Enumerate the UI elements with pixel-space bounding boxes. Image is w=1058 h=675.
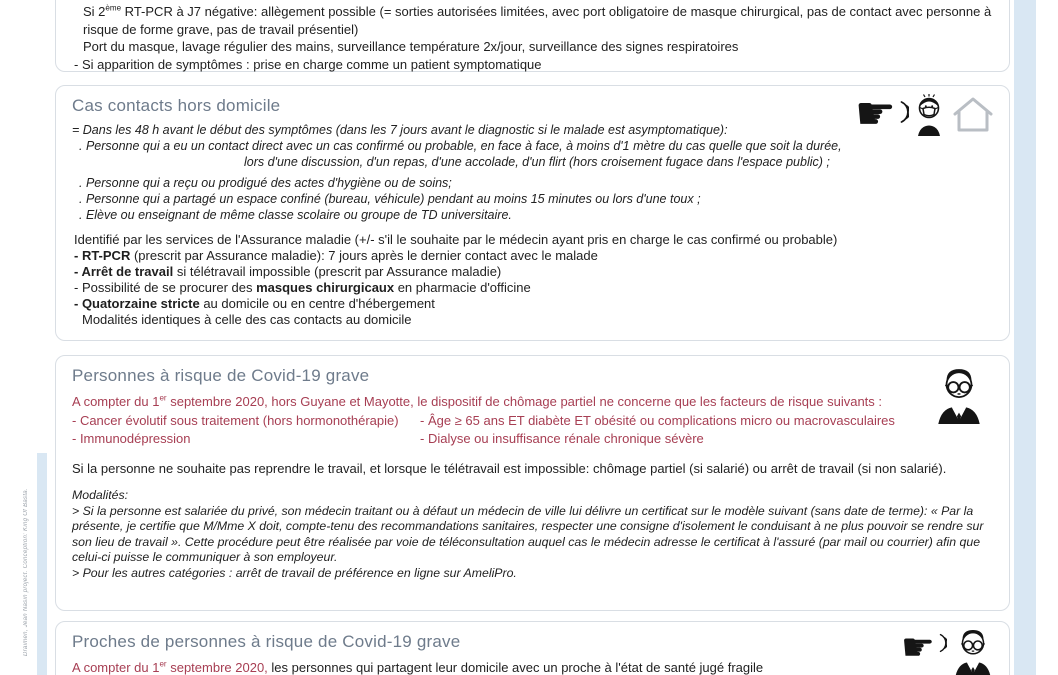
risk-factor-columns — [72, 412, 993, 447]
card-personnes-a-risque — [55, 355, 1010, 611]
card-cas-contacts-hors-domicile — [55, 85, 1010, 341]
superscript: er — [159, 659, 167, 669]
motion-arcs-icon — [900, 100, 909, 124]
red-intro-line — [72, 393, 993, 410]
text-line: - Dialyse ou insuffisance rénale chronique sévère — [420, 430, 704, 446]
text-segment: - Arrêt de travail — [74, 263, 174, 279]
text-line — [72, 296, 993, 312]
text-line: . Elève ou enseignant de même classe scolaire ou groupe de TD universitaire. — [79, 207, 512, 222]
page-edge-left — [37, 453, 47, 675]
house-icon — [949, 94, 997, 134]
elderly-person-icon — [951, 627, 995, 675]
text-line: - Cancer évolutif sous traitement (hors hormonothérapie) — [72, 413, 399, 428]
card-allegement — [55, 0, 1010, 72]
text-segment: septembre 2020, hors Guyane et Mayotte, le dispositif de chômage partiel ne concerne que les facteurs de risque suivants : — [166, 394, 883, 409]
text-line: - Immunodépression — [72, 430, 191, 446]
contacts-icons — [854, 86, 997, 140]
card-proches-personnes-a-risque — [55, 621, 1010, 675]
section-title: Personnes à risque de Covid-19 grave — [72, 366, 370, 385]
text-segment: Si 2 — [83, 4, 106, 19]
text-line: Modalités: — [72, 488, 129, 502]
proches-icons — [901, 627, 995, 675]
motion-arcs-icon — [939, 633, 947, 653]
credit-vertical-text: Draimen, Jean Nasin project. Conception: King Of Basta. — [23, 488, 29, 656]
text-segment: si télétravail impossible (prescrit par Assurance maladie) — [173, 263, 502, 279]
superscript: ème — [105, 3, 122, 13]
text-line — [72, 659, 993, 675]
card-allegement-body — [72, 3, 993, 73]
elderly-person-icon — [933, 366, 985, 424]
page-edge-right — [1014, 0, 1036, 675]
text-segment: les personnes qui partagent leur domicile avec un proche à l'état de santé jugé fragile — [267, 660, 764, 675]
section-title: Proches de personnes à risque de Covid-19 grave — [72, 632, 461, 651]
text-line: . Personne qui a reçu ou prodigué des actes d'hygiène ou de soins; — [79, 176, 452, 191]
text-segment: - Quatorzaine stricte — [74, 295, 200, 311]
contact-measures-block — [72, 232, 993, 328]
pointing-hand-icon: ☛ — [854, 86, 896, 140]
text-segment: - Possibilité de se procurer des — [74, 279, 257, 295]
text-line: Modalités identiques à celle des cas contacts au domicile — [82, 311, 412, 327]
text-line: . Personne qui a partagé un espace confiné (bureau, véhicule) pendant au moins 15 minutes ou lors d'une toux ; — [79, 192, 701, 207]
text-line: > Si la personne est salariée du privé, son médecin traitant ou à défaut un médecin de ville lui délivre un certificat sur le modèle suivant (sans date de terme): « Par la présente, je certifie que M/Mme X doit, compte-tenu des recommandations sanitaires, respecter une consigne d'isolement le conduisant à ne plus pouvoir se rendre sur son lieu de travail ». Cette procédure peut être réalisée par voie de téléconsultation auquel cas le médecin adresse le certificat à l'assuré (par mail ou courrier) afin que celui-ci puisse le communiquer à son employeur. — [72, 503, 984, 565]
text-line: lors d'une discussion, d'un repas, d'une accolade, d'un flirt (hors croisement fugace dans l'espace public) ; — [244, 154, 830, 169]
text-segment: RT-PCR à J7 négative: allègement possible (= sorties autorisées limitées, avec port obligatoire de masque chirurgical, pas de contact avec personne à risque de forme grave, pas de travail présentiel) — [83, 4, 992, 37]
text-line: Identifié par les services de l'Assurance maladie (+/- s'il le souhaite par le médecin ayant pris en charge le cas confirmé ou probable) — [74, 231, 838, 247]
text-line: . Personne qui a eu un contact direct avec un cas confirmé ou probable, en face à face, à moins d'1 mètre du cas quelle que soit la durée, — [79, 138, 842, 153]
text-segment: A compter du 1 — [72, 660, 160, 675]
text-segment: A compter du 1 — [72, 394, 160, 409]
text-segment: masques chirurgicaux — [256, 279, 395, 295]
text-segment: - RT-PCR — [74, 247, 131, 263]
text-segment: au domicile ou en centre d'hébergement — [199, 295, 435, 311]
risk-factors-left — [72, 412, 420, 447]
risque-icons — [933, 366, 985, 424]
text-line — [72, 280, 993, 296]
text-line — [72, 264, 993, 280]
text-line: Port du masque, lavage régulier des mains, surveillance température 2x/jour, surveillance des signes respiratoires — [83, 39, 739, 54]
text-line — [83, 3, 993, 38]
text-line — [72, 248, 993, 264]
masked-person-icon — [913, 94, 945, 136]
text-segment: septembre 2020, — [166, 660, 268, 675]
text-line: Si la personne ne souhaite pas reprendre le travail, et lorsque le télétravail est impossible: chômage partiel (si salarié) ou arrêt de travail (si non salarié). — [72, 461, 947, 476]
text-segment: (prescrit par Assurance maladie): 7 jours après le dernier contact avec le malade — [130, 247, 598, 263]
modalites-block — [72, 488, 993, 582]
section-title: Cas contacts hors domicile — [72, 96, 281, 115]
pointing-hand-icon: ☛ — [900, 625, 935, 669]
superscript: er — [159, 393, 167, 403]
text-segment: en pharmacie d'officine — [394, 279, 531, 295]
risk-factors-right — [420, 412, 993, 447]
text-line: - Âge ≥ 65 ans ET diabète ET obésité ou complications micro ou macrovasculaires — [420, 413, 895, 428]
text-line: > Pour les autres catégories : arrêt de travail de préférence en ligne sur AmeliPro. — [72, 565, 517, 580]
text-line: - Si apparition de symptômes : prise en charge comme un patient symptomatique — [74, 56, 542, 72]
text-line: = Dans les 48 h avant le début des symptômes (dans les 7 jours avant le diagnostic si le malade est asymptomatique): — [72, 123, 728, 137]
